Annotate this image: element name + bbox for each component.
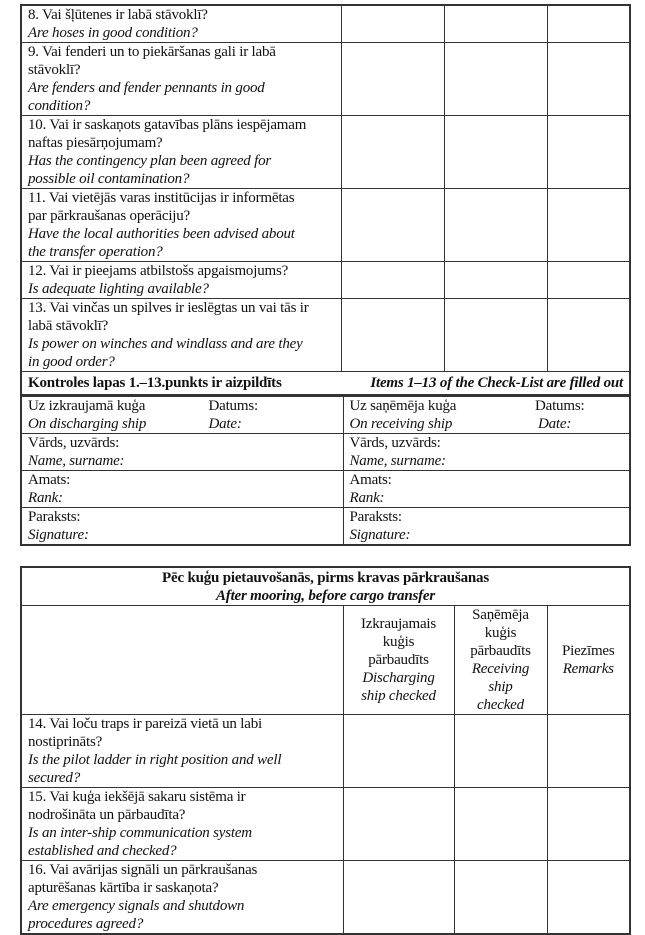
name-row (21, 434, 630, 471)
remarks-cell[interactable] (547, 788, 630, 861)
table-row (21, 715, 630, 788)
question-en: Are hoses in good condition? (28, 25, 198, 41)
receiving-name-field[interactable] (343, 434, 630, 471)
receiving-check-cell[interactable] (454, 715, 547, 788)
rank-row (21, 471, 630, 508)
section-title-row (21, 567, 630, 606)
question-lv: 9. Vai fenderi un to piekāršanas gali ir labā stāvoklī? (28, 44, 276, 78)
table-row (21, 262, 630, 299)
signoff-table (20, 396, 631, 546)
remarks-cell[interactable] (547, 189, 630, 262)
question-en: Is the pilot ladder in right position and well secured? (28, 752, 282, 786)
question-lv: 14. Vai loču traps ir pareizā vietā un labi nostiprināts? (28, 716, 262, 750)
checklist-table-after-mooring (20, 566, 631, 935)
field-label-en: Rank: (349, 490, 385, 506)
question-en: Has the contingency plan been agreed for possible oil contamination? (28, 153, 272, 187)
question-cell (21, 788, 343, 861)
question-cell (21, 43, 341, 116)
remarks-cell[interactable] (547, 299, 630, 372)
summary-row (21, 372, 630, 396)
field-label-en: Signature: (28, 527, 89, 543)
header-receiving (454, 606, 547, 715)
receiving-check-cell[interactable] (454, 788, 547, 861)
remarks-cell[interactable] (547, 262, 630, 299)
question-cell (21, 116, 341, 189)
receiving-check-cell[interactable] (444, 299, 547, 372)
field-label-en: Rank: (28, 490, 63, 506)
summary-lv: Kontroles lapas 1.–13.punkts ir aizpildīts (28, 375, 282, 391)
header-remarks (547, 606, 630, 715)
receiving-check-cell[interactable] (444, 189, 547, 262)
question-cell (21, 5, 341, 43)
question-lv: 10. Vai ir saskaņots gatavības plāns iespējamam naftas piesārņojumam? (28, 117, 307, 151)
receiving-ship-cell[interactable] (343, 397, 630, 434)
header-en: Remarks (562, 661, 614, 677)
header-row (21, 606, 630, 715)
receiving-check-cell[interactable] (444, 43, 547, 116)
checklist-table-items-8-13 (20, 4, 631, 396)
question-en: Is adequate lighting available? (28, 281, 209, 297)
question-en: Is power on winches and windlass and are they in good order? (28, 336, 303, 370)
receiving-rank-field[interactable] (343, 471, 630, 508)
discharging-ship-en: On discharging ship (28, 416, 147, 432)
date-lv: Datums: (208, 398, 258, 414)
discharging-name-field[interactable] (21, 434, 343, 471)
receiving-check-cell[interactable] (444, 116, 547, 189)
document (20, 4, 629, 935)
discharging-check-cell[interactable] (341, 262, 444, 299)
date-en: Date: (208, 416, 242, 432)
table-row (21, 189, 630, 262)
discharging-signature-field[interactable] (21, 508, 343, 546)
receiving-ship-lv: Uz saņēmēja kuģa (349, 398, 457, 414)
question-cell (21, 299, 341, 372)
discharging-check-cell[interactable] (343, 715, 454, 788)
date-en: Date: (538, 416, 572, 432)
table-row (21, 43, 630, 116)
question-lv: 16. Vai avārijas signāli un pārkraušanas apturēšanas kārtība ir saskaņota? (28, 862, 258, 896)
header-en: Receiving ship checked (471, 661, 530, 713)
receiving-check-cell[interactable] (444, 5, 547, 43)
discharging-check-cell[interactable] (341, 5, 444, 43)
discharging-check-cell[interactable] (343, 788, 454, 861)
date-lv: Datums: (535, 398, 585, 414)
question-cell (21, 715, 343, 788)
question-cell (21, 262, 341, 299)
field-label-en: Signature: (349, 527, 411, 543)
question-lv: 11. Vai vietējās varas institūcijas ir informētas par pārkraušanas operāciju? (28, 190, 295, 224)
remarks-cell[interactable] (547, 116, 630, 189)
question-lv: 8. Vai šļūtenes ir labā stāvoklī? (28, 7, 208, 23)
section-title-en: After mooring, before cargo transfer (215, 588, 436, 604)
header-lv: Saņēmēja kuģis pārbaudīts (470, 607, 531, 659)
discharging-check-cell[interactable] (341, 43, 444, 116)
remarks-cell[interactable] (547, 5, 630, 43)
header-lv: Piezīmes (561, 643, 615, 659)
field-label-lv: Vārds, uzvārds: (28, 435, 120, 451)
header-empty-cell (21, 606, 343, 715)
question-cell (21, 189, 341, 262)
question-lv: 12. Vai ir pieejams atbilstošs apgaismojums? (28, 263, 289, 279)
ship-row (21, 397, 630, 434)
summary-cell (21, 372, 630, 396)
section-title-lv: Pēc kuģu pietauvošanās, pirms kravas pārkraušanas (162, 570, 489, 586)
signature-row (21, 508, 630, 546)
receiving-signature-field[interactable] (343, 508, 630, 546)
field-label-en: Name, surname: (28, 453, 125, 469)
field-label-lv: Vārds, uzvārds: (349, 435, 441, 451)
header-en: Discharging ship checked (361, 670, 436, 704)
discharging-ship-lv: Uz izkraujamā kuģa (28, 398, 146, 414)
discharging-ship-cell[interactable] (21, 397, 343, 434)
table-row (21, 788, 630, 861)
receiving-check-cell[interactable] (444, 262, 547, 299)
field-label-lv: Amats: (349, 472, 392, 488)
section-title-cell (21, 567, 630, 606)
table-row (21, 299, 630, 372)
question-en: Are fenders and fender pennants in good condition? (28, 80, 265, 114)
header-discharging (343, 606, 454, 715)
table-row (21, 5, 630, 43)
question-en: Is an inter-ship communication system established and checked? (28, 825, 252, 859)
summary-en: Items 1–13 of the Check-List are filled out (370, 375, 623, 391)
header-lv: Izkraujamais kuģis pārbaudīts (360, 616, 437, 668)
discharging-rank-field[interactable] (21, 471, 343, 508)
question-en: Are emergency signals and shutdown procedures agreed? (28, 898, 245, 932)
receiving-ship-en: On receiving ship (349, 416, 453, 432)
field-label-lv: Paraksts: (28, 509, 81, 525)
question-lv: 15. Vai kuģa iekšējā sakaru sistēma ir nodrošināta un pārbaudīta? (28, 789, 246, 823)
table-row (21, 116, 630, 189)
discharging-check-cell[interactable] (341, 189, 444, 262)
question-lv: 13. Vai vinčas un spilves ir ieslēgtas un vai tās ir labā stāvoklī? (28, 300, 309, 334)
field-label-lv: Paraksts: (349, 509, 402, 525)
field-label-lv: Amats: (28, 472, 71, 488)
discharging-check-cell[interactable] (341, 299, 444, 372)
question-en: Have the local authorities been advised about the transfer operation? (28, 226, 295, 260)
discharging-check-cell[interactable] (341, 116, 444, 189)
remarks-cell[interactable] (547, 715, 630, 788)
remarks-cell[interactable] (547, 43, 630, 116)
field-label-en: Name, surname: (349, 453, 446, 469)
